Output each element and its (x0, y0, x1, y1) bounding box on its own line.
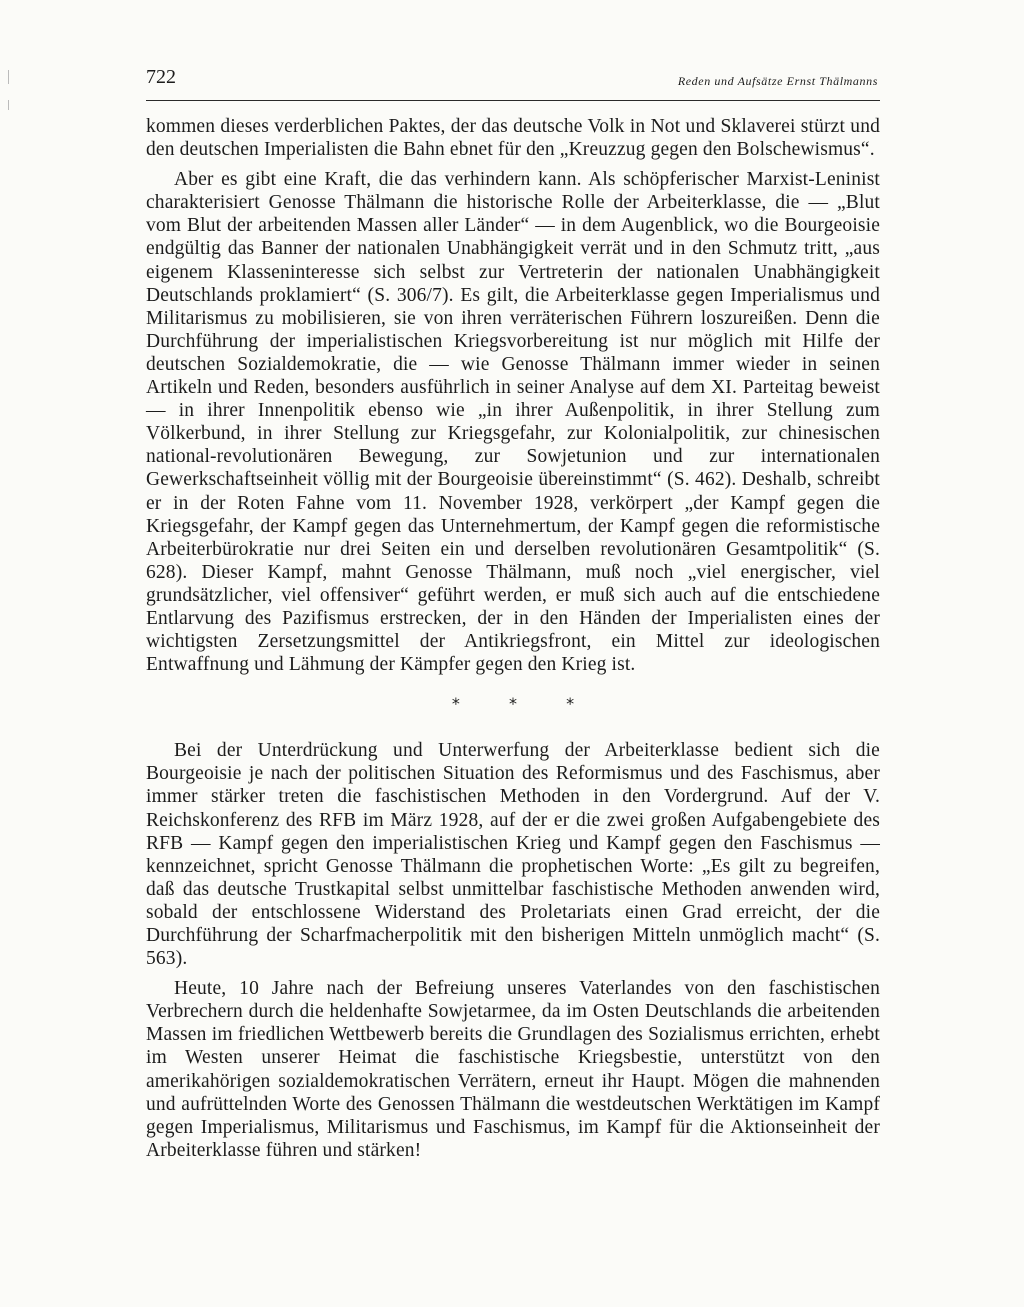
scan-margin-mark (8, 100, 9, 110)
paragraph-continuation: kommen dieses verderblichen Paktes, der das deutsche Volk in Not und Sklaverei stürzt und den deutschen Imperialisten die Bahn ebnet für den „Kreuzzug gegen den Bolschewismus“. (146, 116, 880, 161)
paragraph: Aber es gibt eine Kraft, die das verhindern kann. Als schöpferischer Marxist-Leninist charakterisiert Genosse Thälmann die historische Rolle der Arbeiterklasse, die — „Blut vom Blut der arbeitenden Massen aller Länder“ — in dem Augenblick, wo die Bourgeoisie endgültig das Banner der nationalen Unabhängigkeit verrät und in den Schmutz tritt, „aus eigenem Klasseninteresse sich selbst zur Vertreterin der nationalen Unabhängigkeit Deutschlands proklamiert“ (S. 306/7). Es gilt, die Arbeiterklasse gegen Imperialismus und Militarismus zu mobilisieren, sie von ihren verräterischen Führern loszureißen. Denn die Durchführung der imperialistischen Kriegsvorbereitung ist nur möglich mit Hilfe der deutschen Sozialdemokratie, die — wie Genosse Thälmann immer wieder in seinen Artikeln und Reden, besonders ausführlich in seiner Analyse auf dem XI. Parteitag beweist — in ihrer Innenpolitik ebenso wie „in ihrer Außenpolitik, in ihrer Stellung zum Völkerbund, in ihrer Stellung zur Kriegsgefahr, zur Kolonialpolitik, zur chinesischen national-revolutionären Bewegung, zur Sowjetunion und zur internationalen Gewerkschaftseinheit völlig mit der Bourgeoisie übereinstimmt“ (S. 462). Deshalb, schreibt er in der Roten Fahne vom 11. November 1928, verkörpert „der Kampf gegen die Kriegsgefahr, der Kampf gegen das Unternehmertum, der Kampf gegen die reformistische Arbeiterbürokratie nur drei Seiten ein und derselben revolutionären Gesamtpolitik“ (S. 628). Dieser Kampf, mahnt Genosse Thälmann, muß noch „viel energischer, viel grundsätzlicher, viel offensiver“ geführt werden, er muß sich auch auf die entschiedene Entlarvung des Pazifismus erstrecken, der in den Händen der Imperialisten eines der wichtigsten Zersetzungsmittel der Antikriegsfront, ein Mittel zur ideologischen Entwaffnung und Lähmung der Kämpfer gegen den Krieg ist. (146, 169, 880, 676)
scan-margin-mark (8, 70, 9, 84)
book-page (146, 60, 880, 1162)
paragraph: Heute, 10 Jahre nach der Befreiung unseres Vaterlandes von den faschistischen Verbrechern durch die heldenhafte Sowjetarmee, da im Osten Deutschlands die arbeitenden Massen im friedlichen Wettbewerb bereits die Grundlagen des Sozialismus errichten, erhebt im Westen unserer Heimat die faschistische Kriegsbestie, unterstützt von den amerikahörigen sozialdemokratischen Verrätern, erneut ihr Haupt. Mögen die mahnenden und aufrüttelnden Worte des Genossen Thälmann die westdeutschen Werktätigen im Kampf gegen Imperialismus, Militarismus und Faschismus, im Kampf für die Aktionseinheit der Arbeiterklasse führen und stärken! (146, 978, 880, 1161)
section-separator: * * * (451, 694, 597, 714)
page-number: 722 (146, 66, 176, 88)
page-header (146, 60, 880, 101)
running-title: Reden und Aufsätze Ernst Thälmanns (677, 74, 878, 88)
paragraph: Bei der Unterdrückung und Unterwerfung der Arbeiterklasse bedient sich die Bourgeoisie je nach der politischen Situation des Reformismus und des Faschismus, aber immer stärker treten die faschistischen Methoden in den Vordergrund. Auf der V. Reichskonferenz des RFB im März 1928, auf der er die zwei großen Aufgabengebiete des RFB — Kampf gegen den imperialistischen Krieg und Kampf gegen den Faschismus — kennzeichnet, spricht Genosse Thälmann die prophetischen Worte: „Es gilt zu begreifen, daß das deutsche Trustkapital selbst unmittelbar faschistische Methoden anwenden wird, sobald der entschlossene Widerstand des Proletariats einen Grad erreicht, der die Durchführung der Scharfmacherpolitik mit den bisherigen Mitteln unmöglich macht“ (S. 563). (146, 740, 880, 970)
body-text (146, 115, 880, 1162)
